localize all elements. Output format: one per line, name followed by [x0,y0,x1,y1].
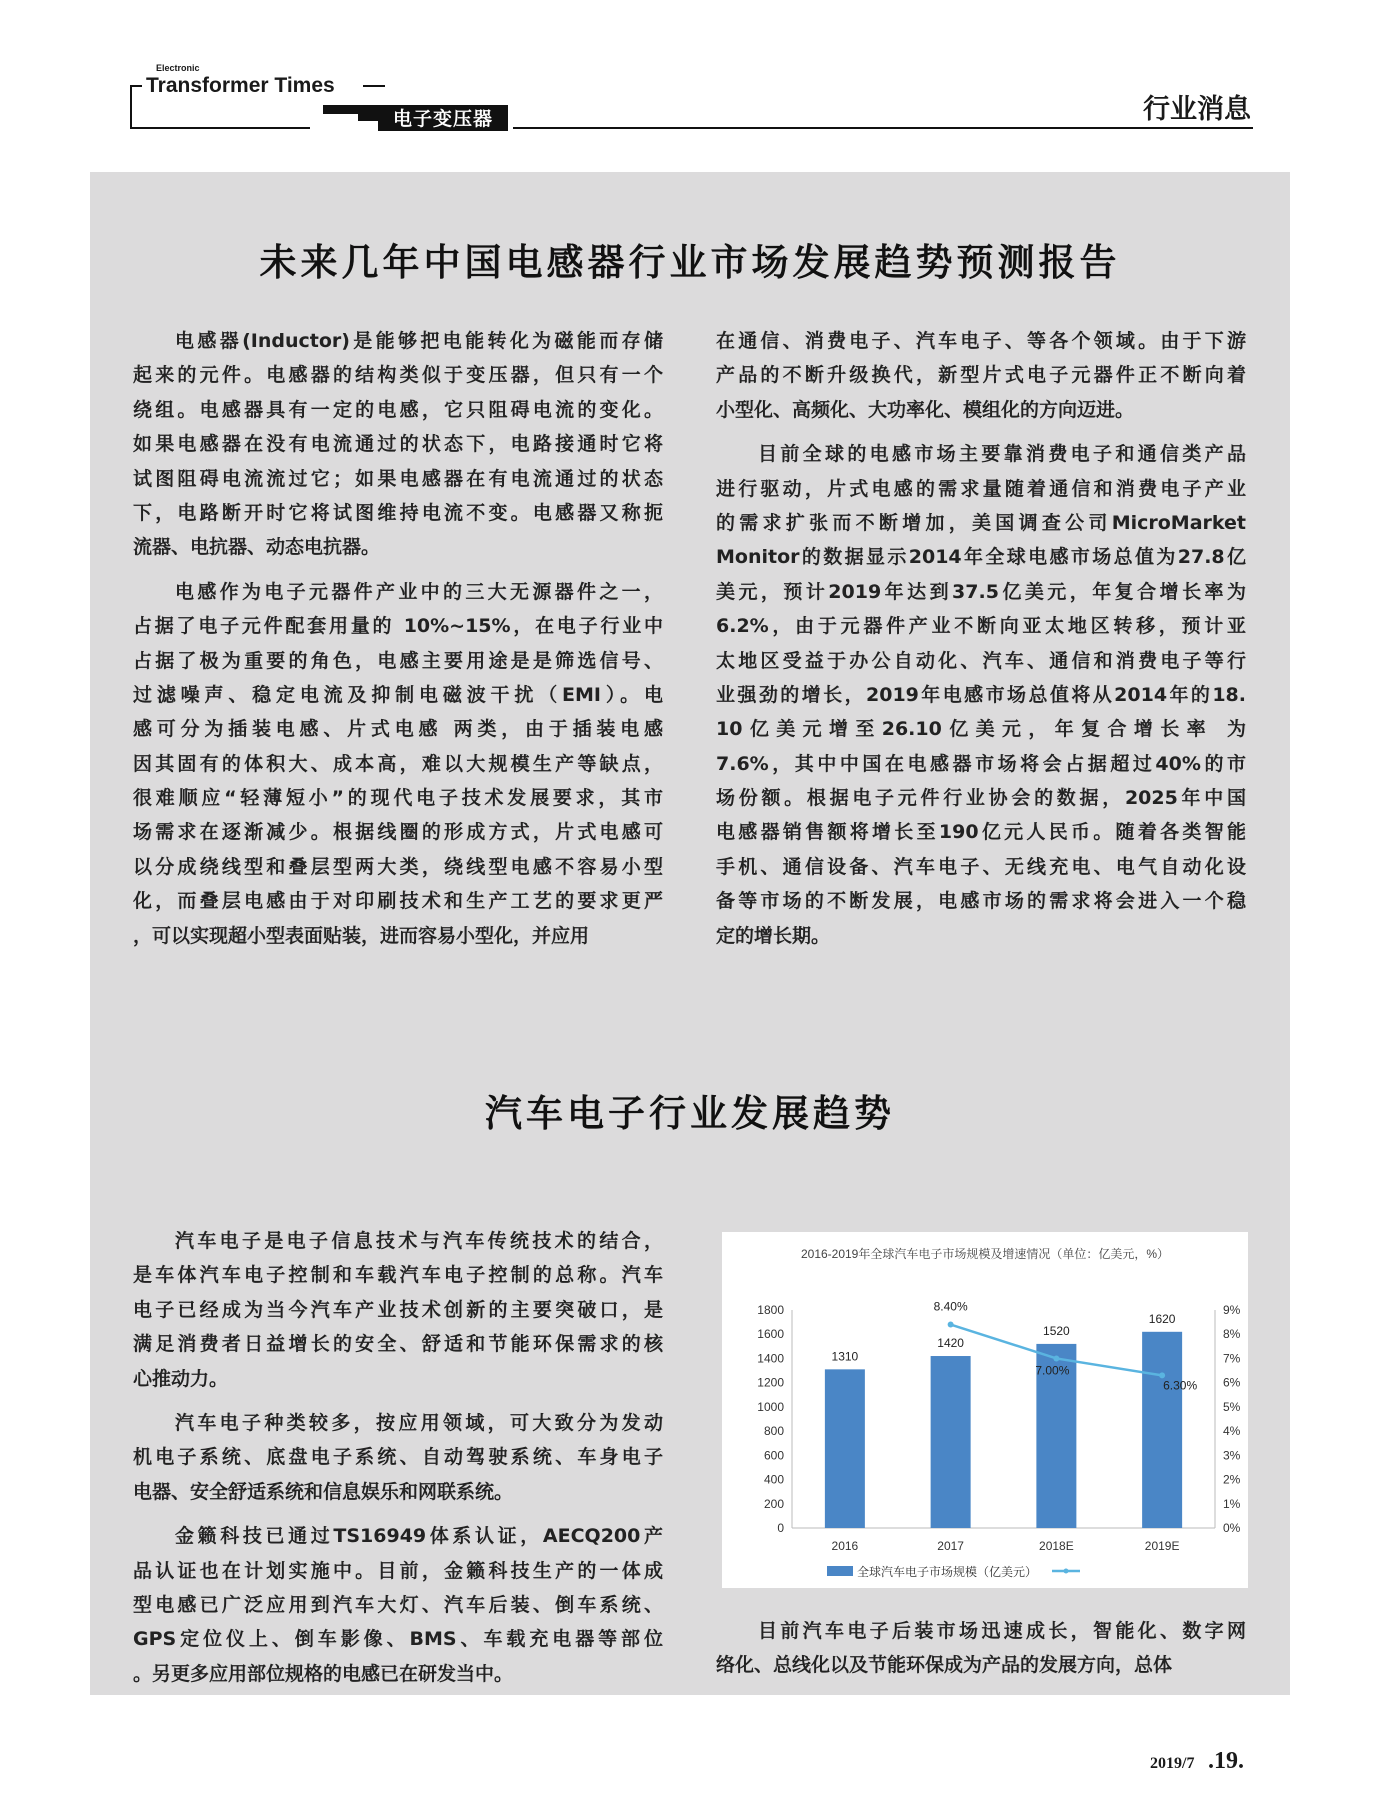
paragraph [133,575,663,953]
text-line: 心推动力。 [133,1367,229,1390]
bar-label: 1620 [1148,1311,1176,1326]
text-line: 满足消费者日益增长的安全、舒适和节能环保需求的核 [133,1333,663,1356]
text-line: 占据了极为重要的角色，电感主要用途是是筛选信号、 [133,649,663,672]
text-line: 电感器销售额将增长至190亿元人民币。随着各类智能 [716,821,1246,844]
text-line: 的需求扩张而不断增加，美国调查公司MicroMarket [716,511,1246,534]
text-line: 化，而叠层电感由于对印刷技术和生产工艺的要求更严 [133,890,663,913]
y2-tick-label: 5% [1223,1399,1241,1414]
text-line: 金籁科技已通过TS16949体系认证，AECQ200产 [175,1525,663,1548]
text-line: 品认证也在计划实施中。目前，金籁科技生产的一体成 [133,1559,663,1582]
y-tick-label: 400 [763,1472,784,1487]
section-label: 行业消息 [1143,94,1251,125]
text-line: 目前全球的电感市场主要靠消费电子和通信类产品 [758,443,1246,466]
text-line: 型电感已广泛应用到汽车大灯、汽车后装、倒车系统、 [133,1593,663,1616]
growth-point [948,1322,954,1328]
y-tick-label: 800 [763,1424,784,1439]
header-rule [513,127,1253,129]
paragraph-gap [133,1509,663,1519]
paragraph [133,1224,663,1396]
text-line: 6.2%，由于元器件产业不断向亚太地区转移，预计亚 [716,615,1246,638]
text-line: 试图阻碍电流流过它；如果电感器在有电流通过的状态 [133,467,663,490]
growth-point [1053,1355,1059,1361]
brand-small: Electronic [156,63,200,73]
chart-title: 2016-2019年全球汽车电子市场规模及增速情况（单位：亿美元，%） [800,1247,1170,1261]
growth-label: 6.30% [1163,1378,1198,1393]
text-line: 电器、安全舒适系统和信息娱乐和网联系统。 [133,1480,514,1503]
bar [1142,1332,1182,1528]
brand-main: Transformer Times [146,74,335,97]
paragraph [716,324,1246,427]
market-chart [722,1232,1248,1588]
paragraph [133,1519,663,1691]
y-tick-label: 1600 [757,1327,784,1342]
x-tick-label: 2017 [937,1539,964,1553]
text-line: 在通信、消费电子、汽车电子、等各个领域。由于下游 [716,330,1246,352]
text-line: 过滤噪声、稳定电流及抑制电磁波干扰（EMI）。电 [133,683,663,706]
legend-label-bar: 全球汽车电子市场规模（亿美元） [857,1565,1038,1579]
y2-tick-label: 8% [1223,1327,1241,1342]
legend-swatch-bar [827,1566,853,1576]
x-tick-label: 2019E [1144,1539,1180,1553]
y-tick-label: 1800 [757,1303,784,1317]
y-tick-label: 1000 [757,1399,784,1414]
y2-tick-label: 4% [1223,1424,1241,1439]
masthead [128,63,1253,132]
text-line: 以分成绕线型和叠层型两大类，绕线型电感不容易小型 [133,855,663,878]
growth-label: 8.40% [933,1299,968,1314]
y2-tick-label: 1% [1223,1496,1241,1511]
x-tick-label: 2016 [831,1539,859,1553]
text-line: ，可以实现超小型表面贴装，进而容易小型化，并应用 [133,924,590,947]
text-line: 目前汽车电子后装市场迅速成长，智能化、数字网 [758,1620,1246,1642]
y-tick-label: 600 [763,1448,784,1463]
y2-tick-label: 9% [1223,1303,1241,1317]
text-line: 小型化、高频化、大功率化、模组化的方向迈进。 [716,398,1135,421]
article2-right-column [716,1614,1246,1683]
bar-label: 1520 [1043,1323,1070,1338]
text-line: 7.6%，其中中国在电感器市场将会占据超过40%的市 [716,752,1246,775]
paragraph [133,324,663,565]
y2-tick-label: 0% [1223,1521,1241,1535]
text-line: 进行驱动，片式电感的需求量随着通信和消费电子产业 [716,477,1246,500]
masthead-bottom-line [130,127,310,129]
footer-page: .19. [1208,1748,1244,1774]
text-line: 场需求在逐渐减少。根据线圈的形成方式，片式电感可 [133,821,663,844]
article1-right-column [716,324,1246,953]
text-line: 络化、总线化以及节能环保成为产品的发展方向，总体 [716,1654,1173,1677]
paragraph-gap [133,1396,663,1406]
text-line: 如果电感器在没有电流通过的状态下，电路接通时它将 [133,433,663,456]
bar [931,1356,971,1528]
text-line: GPS定位仪上、倒车影像、BMS、车载充电器等部位 [133,1628,663,1651]
text-line: 定的增长期。 [716,924,831,947]
text-line: 是车体汽车电子控制和车载汽车电子控制的总称。汽车 [133,1264,663,1287]
text-line: 很难顺应“轻薄短小”的现代电子技术发展要求，其市 [133,787,663,810]
brand-cn: 电子变压器 [393,108,494,130]
article2-title: 汽车电子行业发展趋势 [485,1092,895,1135]
text-line: 美元，预计2019年达到37.5亿美元，年复合增长率为 [716,580,1246,603]
legend-swatch-line-marker [1064,1569,1069,1574]
text-line: 占据了电子元件配套用量的 10%~15%，在电子行业中 [133,615,663,638]
text-line: 10亿美元增至26.10亿美元，年复合增长率 为 [716,718,1246,741]
text-line: 太地区受益于办公自动化、汽车、通信和消费电子等行 [716,649,1246,672]
y2-tick-label: 7% [1223,1351,1241,1366]
article1-left-column [133,324,663,953]
text-line: 电感作为电子元器件产业中的三大无源器件之一， [175,580,663,603]
growth-label: 7.00% [1035,1363,1070,1378]
x-tick-label: 2018E [1039,1539,1074,1553]
y2-tick-label: 2% [1223,1472,1241,1487]
text-line: 电感器(Inductor)是能够把电能转化为磁能而存储 [175,330,663,352]
bar-label: 1420 [937,1336,964,1351]
text-line: 感可分为插装电感、片式电感 两类，由于插装电感 [133,718,663,741]
bar-label: 1310 [831,1349,859,1364]
text-line: 流器、电抗器、动态电抗器。 [133,536,381,559]
paragraph-gap [133,565,663,575]
text-line: 产品的不断升级换代，新型片式电子元器件正不断向着 [716,364,1246,387]
paragraph [133,1406,663,1509]
text-line: 汽车电子种类较多，按应用领域，可大致分为发动 [175,1411,663,1434]
masthead-bracket-top [130,85,142,87]
text-line: 电子已经成为当今汽车产业技术创新的主要突破口，是 [133,1298,663,1321]
text-line: 机电子系统、底盘电子系统、自动驾驶系统、车身电子 [133,1446,663,1469]
y2-tick-label: 3% [1223,1448,1241,1463]
text-line: 手机、通信设备、汽车电子、无线充电、电气自动化设 [716,855,1246,878]
text-line: 起来的元件。电感器的结构类似于变压器，但只有一个 [133,364,663,387]
text-line: 场份额。根据电子元件行业协会的数据，2025年中国 [716,787,1246,810]
masthead-bracket [130,85,132,129]
paragraph [716,437,1246,953]
article2-left-column [133,1224,663,1691]
text-line: 下，电路断开时它将试图维持电流不变。电感器又称扼 [133,501,663,524]
footer-issue: 2019/7 [1150,1755,1195,1772]
text-line: 汽车电子是电子信息技术与汽车传统技术的结合， [175,1230,663,1252]
y2-tick-label: 6% [1223,1375,1241,1390]
brand-dash [363,85,385,87]
paragraph-gap [716,427,1246,437]
paragraph [716,1614,1246,1683]
text-line: 。另更多应用部位规格的电感已在研发当中。 [133,1662,514,1685]
text-line: 绕组。电感器具有一定的电感，它只阻碍电流的变化。 [133,398,663,421]
bar [825,1369,865,1528]
y-tick-label: 1200 [757,1375,784,1390]
y-tick-label: 0 [777,1521,784,1535]
text-line: 因其固有的体积大、成本高，难以大规模生产等缺点， [133,752,663,775]
text-line: 备等市场的不断发展，电感市场的需求将会进入一个稳 [716,890,1246,913]
y-tick-label: 200 [763,1496,784,1511]
text-line: Monitor的数据显示2014年全球电感市场总值为27.8亿 [716,546,1246,569]
chart-svg [722,1232,1248,1588]
text-line: 业强劲的增长，2019年电感市场总值将从2014年的18. [716,683,1246,706]
article1-title: 未来几年中国电感器行业市场发展趋势预测报告 [259,241,1121,284]
y-tick-label: 1400 [757,1351,784,1366]
